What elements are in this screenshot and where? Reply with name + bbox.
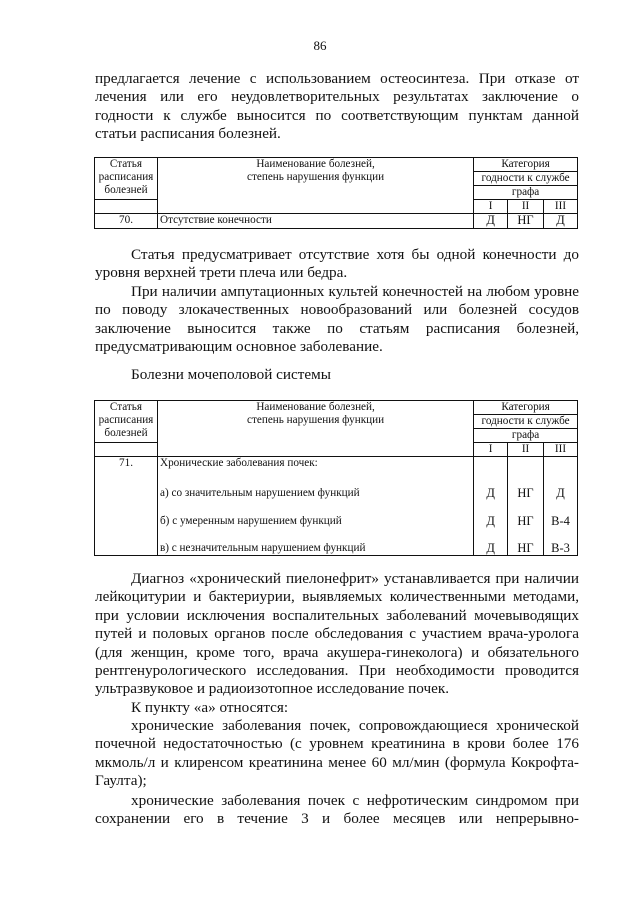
list-item-1: хронические заболевания почек, сопровождающиеся хронической почечной недостаточностью (с уровнем креатинина в крови более 176 мкмоль/л и клиренсом креатинина менее 60 мл/мин (формула Кокрофта-Гаулта); xyxy=(95,717,579,790)
graph-col-3: III xyxy=(544,200,578,214)
page-number: 86 xyxy=(313,38,327,53)
diagnosis-paragraph: Диагноз «хронический пиелонефрит» устанавливается при наличии лейкоцитурии и бактериурии, выявляемых количественными методами, при условии исключения воспалительных заболеваний мочевыводящих путей и половых органов после обследования с участием врача-уролога (для женщин, кроме того, врача акушера-гинеколога) и обязательного рентгенурологического исследования. При необходимости проводится ультразвуковое и радиоизотопное исследование почек. xyxy=(95,570,579,698)
header-category: Категория xyxy=(474,158,578,172)
table-article-71 xyxy=(94,400,578,556)
header-graph: графа xyxy=(474,186,578,200)
point-a-paragraph: К пункту «а» относятся: xyxy=(131,699,289,716)
article-70-note-1: Статья предусматривает отсутствие хотя бы одной конечности до уровня верхней трети плеча или бедра. xyxy=(95,246,579,282)
intro-paragraph: предлагается лечение с использованием остеосинтеза. При отказе от лечения или его неудовлетворительных результатах заключение о годности к службе выносится по соответствующим пунктам данной статьи расписания болезней. xyxy=(95,70,579,143)
graph-col-2: II xyxy=(508,443,544,457)
graph-col-1: I xyxy=(474,443,508,457)
article-70-note-2: При наличии ампутационных культей конечностей на любом уровне по поводу злокачественных новообразований или болезней сосудов заключение выносится также по статьям расписания болезней, предусматривающим основное заболевание. xyxy=(95,283,579,356)
section-heading: Болезни мочеполовой системы xyxy=(131,366,331,383)
header-name: Наименование болезней, степень нарушения функции xyxy=(157,401,473,457)
header-article: Статья расписания болезней xyxy=(95,401,158,443)
header-name: Наименование болезней, степень нарушения функции xyxy=(157,158,473,214)
table-article-70 xyxy=(94,157,578,229)
table-row: 71. Хронические заболевания почек: xyxy=(95,457,578,477)
graph-col-1: I xyxy=(474,200,508,214)
table-row: б) с умеренным нарушением функций Д НГ В-4 xyxy=(95,500,578,528)
graph-col-2: II xyxy=(508,200,544,214)
header-category: Категория xyxy=(474,401,578,415)
header-article: Статья расписания болезней xyxy=(95,158,158,200)
table-row: а) со значительным нарушением функций Д НГ Д xyxy=(95,477,578,500)
header-graph: графа xyxy=(474,429,578,443)
table-row: в) с незначительным нарушением функций Д НГ В-3 xyxy=(95,528,578,556)
header-suitability: годности к службе xyxy=(474,415,578,429)
list-item-2: хронические заболевания почек с нефротическим синдромом при сохранении его в течение 3 и более месяцев или непрерывно- xyxy=(95,792,579,828)
header-suitability: годности к службе xyxy=(474,172,578,186)
graph-col-3: III xyxy=(544,443,578,457)
table-row: 70. Отсутствие конечности Д НГ Д xyxy=(95,214,578,229)
